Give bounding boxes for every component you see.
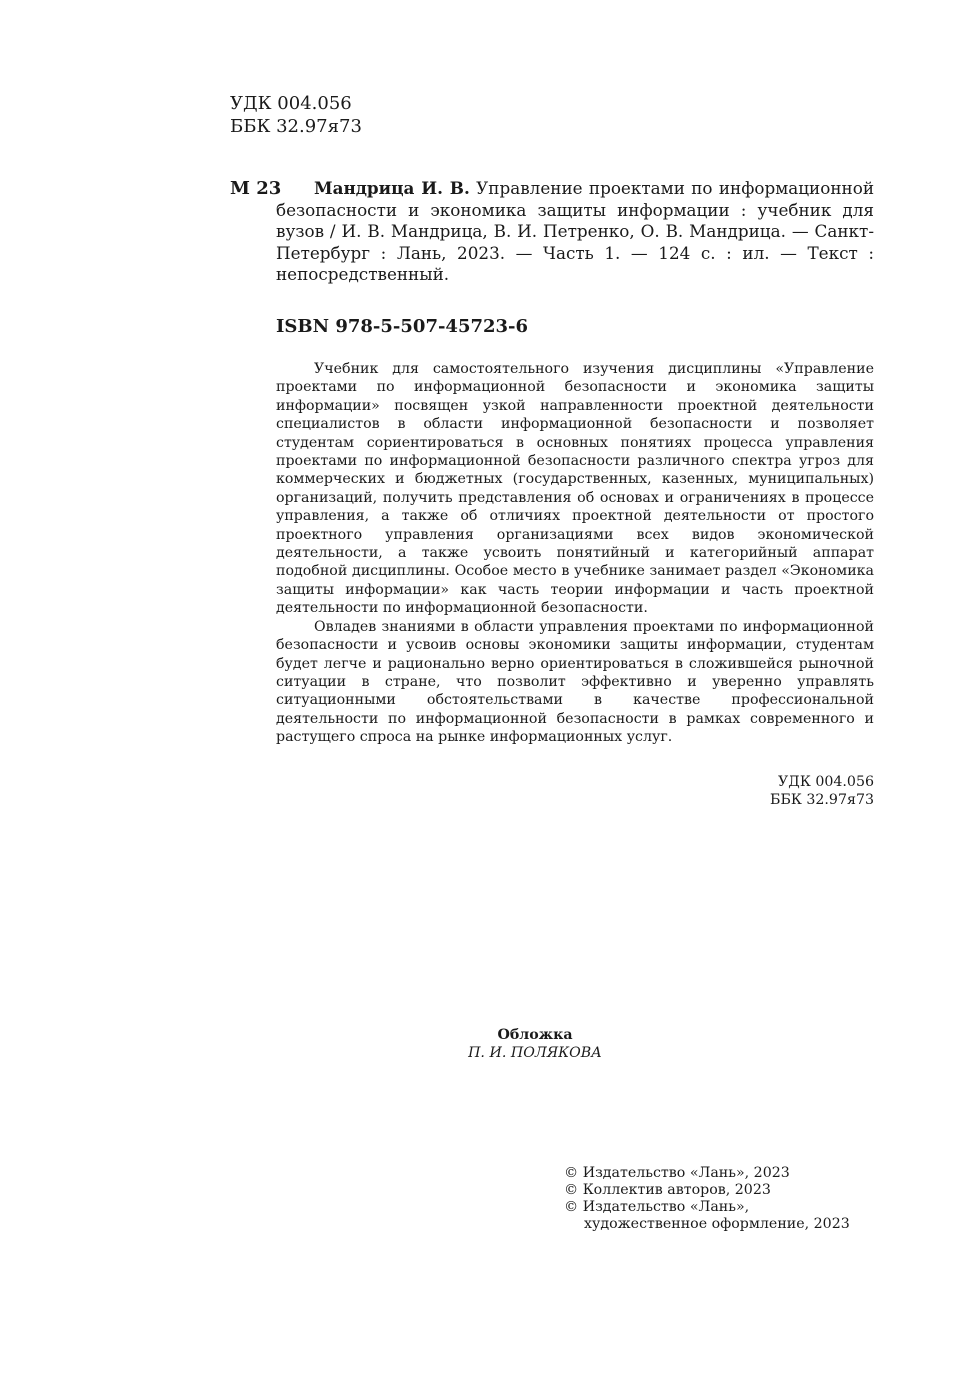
copyright-notice	[564, 1165, 850, 1233]
bbk-code: ББК 32.97я73	[770, 792, 874, 808]
copyright-line: © Коллектив авторов, 2023	[564, 1182, 771, 1198]
author-name: Мандрица И. В.	[314, 178, 470, 198]
cover-credit	[0, 1026, 975, 1062]
isbn: ISBN 978-5-507-45723-6	[276, 316, 529, 337]
cover-designer: П. И. ПОЛЯКОВА	[468, 1045, 602, 1061]
cover-label: Обложка	[497, 1027, 573, 1043]
udk-code: УДК 004.056	[230, 93, 352, 114]
bibliographic-description: Управление проектами по информационной безопасности и экономика защиты информации : учебник для вузов / И. В. Мандрица, В. И. Петренко, О. В. Мандрица. — Санкт-Петербург : Лань, 2023. — Часть 1. — 124 с. : ил. — Текст : непосредственный.	[276, 178, 874, 285]
classification-codes-top	[230, 92, 362, 138]
copyright-line: © Издательство «Лань»,	[564, 1199, 750, 1215]
bbk-code: ББК 32.97я73	[230, 116, 362, 137]
author-mark: М 23	[230, 178, 282, 199]
annotation-paragraph: Учебник для самостоятельного изучения дисциплины «Управление проектами по информационной безопасности и экономика защиты информации» посвящен узкой направленности проектной деятельности специалистов в области информационной безопасности и позволяет студентам сориентироваться в основных понятиях процесса управления проектами по информационной безопасности различного спектра угроз для коммерческих и бюджетных (государственных, казенных, муниципальных) организаций, получить представления об основах и ограничениях в процессе управления, а также об отличиях проектной деятельности от простого проектного управления организациями всех видов экономической деятельности, а также усвоить понятийный и категорийный аппарат подобной дисциплины. Особое место в учебнике занимает раздел «Экономика защиты информации» как часть теории информации и часть проектной деятельности по информационной безопасности.	[276, 361, 874, 617]
copyright-line: © Издательство «Лань», 2023	[564, 1165, 790, 1181]
annotation-paragraph: Овладев знаниями в области управления проектами по информационной безопасности и усвоив основы экономики защиты информации, студентам будет легче и рационально верно ориентироваться в сложившейся рыночной ситуации в стране, что позволит эффективно и уверенно управлять ситуационными обстоятельствами в качестве профессиональной деятельности по информационной безопасности в рамках современного и растущего спроса на рынке информационных услуг.	[276, 618, 874, 746]
udk-code: УДК 004.056	[778, 774, 874, 790]
classification-codes-bottom	[770, 773, 874, 809]
copyright-line: художественное оформление, 2023	[584, 1216, 850, 1232]
bibliographic-record	[276, 178, 874, 286]
annotation	[276, 360, 874, 747]
